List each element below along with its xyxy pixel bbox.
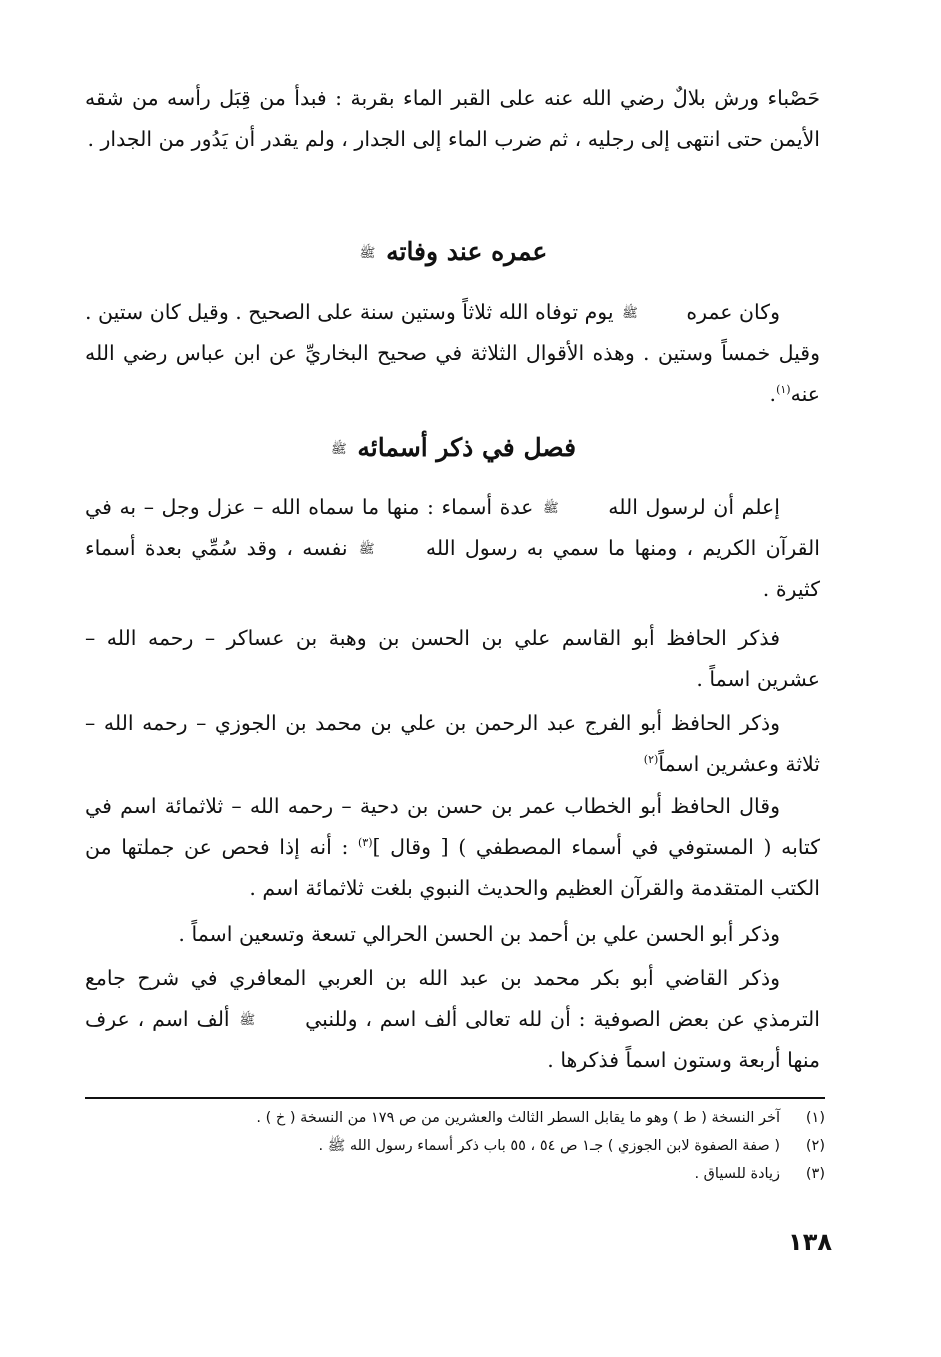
section-heading-age [85, 232, 820, 272]
section-heading-age-text: عمره عند وفاته [386, 237, 548, 266]
footnote-1-text: آخر النسخة ( ط ) وهو ما يقابل السطر الثالث والعشرين من ص ١٧٩ من النسخة ( خ ) . [256, 1110, 780, 1126]
paragraph-age-text-a: وكان عمره [686, 300, 780, 324]
footnote-ref-3: (٣) [358, 836, 373, 850]
salawat-glyph: ﷺ [622, 306, 638, 321]
footnote-3-text: زيادة للسياق . [694, 1166, 780, 1182]
footnote-3 [85, 1163, 825, 1185]
paragraph-ibn-dihya-b: : أنه إذا فحص عن جملتها من الكتب المتقدمة والقرآن العظيم والحديث النبوي بلغت ثلاثمائة اسم . [85, 835, 820, 900]
paragraph-ibn-arabi-b: ألف اسم ، عرف منها أربعة وستون اسماً فذكرها . [85, 1007, 820, 1072]
paragraph-burial [85, 78, 820, 160]
paragraph-age-end: . [769, 382, 777, 406]
paragraph-names-intro-b: عدة أسماء : منها ما سماه الله – عزل وجل – به في القرآن الكريم ، ومنها ما سمي به رسول الله [85, 495, 820, 560]
paragraph-harali-text: وذكر أبو الحسن علي بن أحمد بن الحسن الحرالي تسعة وتسعين اسماً . [178, 922, 780, 946]
salawat-glyph: ﷺ [239, 1013, 256, 1028]
footnote-2 [85, 1135, 825, 1157]
paragraph-burial-text: حَصْباء ورش بلالٌ رضي الله عنه على القبر الماء بقربة : فبدأ من قِبَل رأسه من شقه الأيمن حتى انتهى إلى رجليه ، ثم ضرب الماء إلى الجدار ، ولم يقدر أن يَدُور من الجدار . [85, 86, 820, 151]
footnote-ref-1: (١) [776, 383, 791, 397]
page-number: ١٣٨ [788, 1228, 832, 1256]
salawat-glyph: ﷺ [542, 501, 559, 516]
paragraph-names-intro-a: إعلم أن لرسول الله [608, 495, 780, 519]
footnote-divider [85, 1097, 825, 1099]
footnote-ref-2: (٢) [643, 753, 659, 767]
footnote-1-number: (١) [805, 1110, 825, 1126]
salawat-glyph: ﷺ [330, 442, 347, 457]
paragraph-age [85, 292, 820, 415]
paragraph-ibn-dihya-a: وقال الحافظ أبو الخطاب عمر بن حسن بن دحية – رحمه الله – ثلاثمائة اسم في كتابه ( المستوفي في أسماء المصطفي ) [ وقال ] [85, 794, 820, 859]
paragraph-ibn-dihya [85, 786, 820, 909]
paragraph-ibn-asakir-text: فذكر الحافظ أبو القاسم علي بن الحسن بن وهبة بن عساكر – رحمه الله – عشرين اسماً . [85, 626, 820, 691]
paragraph-ibn-jawzi-text: وذكر الحافظ أبو الفرج عبد الرحمن بن علي بن محمد بن الجوزي – رحمه الله – ثلاثة وعشرين اسماً [85, 711, 820, 776]
paragraph-ibn-arabi [85, 958, 820, 1081]
footnote-2-text: ( صفة الصفوة لابن الجوزي ) جـ١ ص ٥٤ ، ٥٥ باب ذكر أسماء رسول الله ﷺ . [318, 1138, 780, 1154]
paragraph-ibn-asakir [85, 618, 820, 700]
salawat-glyph: ﷺ [359, 246, 376, 261]
paragraph-age-text-b: يوم توفاه الله ثلاثاً وستين سنة على الصحيح . وقيل كان ستين . وقيل خمساً وستين . وهذه الأقوال الثلاثة في صحيح البخاريِّ عن ابن عباس رضي الله عنه [85, 300, 820, 406]
salawat-glyph: ﷺ [358, 542, 375, 557]
footnote-1 [85, 1107, 825, 1129]
paragraph-ibn-arabi-a: وذكر القاضي أبو بكر محمد بن عبد الله بن العربي المعافري في شرح جامع الترمذي عن بعض الصوفية : أن لله تعالى ألف اسم ، وللنبي [85, 966, 820, 1031]
section-heading-names-text: فصل في ذكر أسمائه [357, 433, 577, 462]
footnote-3-number: (٣) [805, 1166, 825, 1182]
section-heading-names [85, 428, 820, 468]
footnote-2-number: (٢) [805, 1138, 825, 1154]
paragraph-harali [85, 914, 820, 955]
paragraph-ibn-jawzi [85, 703, 820, 785]
paragraph-names-intro [85, 487, 820, 610]
paragraph-names-intro-c: نفسه ، وقد سُمِّي بعدة أسماء كثيرة . [85, 536, 820, 601]
